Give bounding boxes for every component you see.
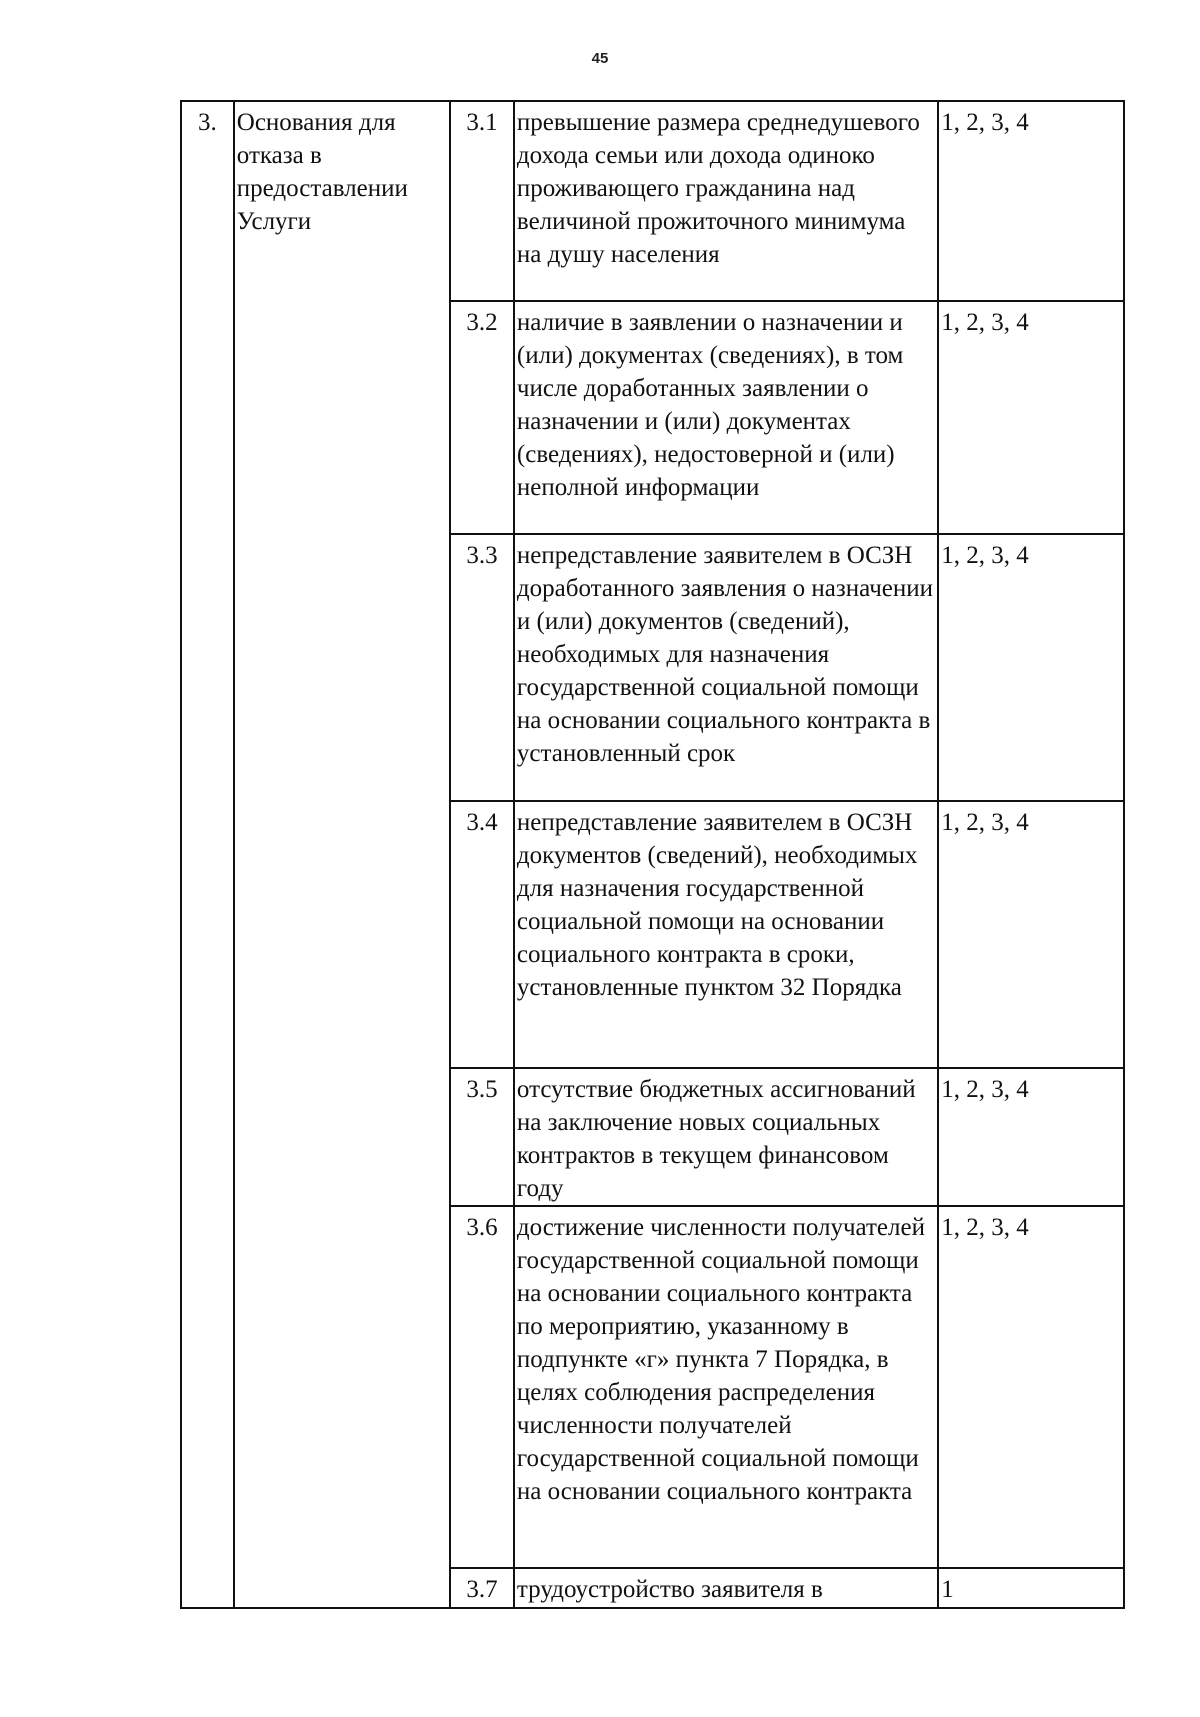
row-text: наличие в заявлении о назначении и (или) документах (сведениях), в том числе доработанных заявлении о назначении и (или) документах (сведениях), недостоверной и (или) неполной информации [516, 309, 904, 501]
row-text-cell [514, 301, 938, 534]
row-refs: 1, 2, 3, 4 [941, 809, 1029, 836]
row-number: 3.6 [466, 1214, 498, 1241]
row-text-cell [514, 101, 938, 301]
row-refs-cell [938, 534, 1124, 801]
section-title: Основания для отказа в предоставлении Услуги [236, 109, 408, 235]
row-text: отсутствие бюджетных ассигнований на заключение новых социальных контрактов в текущем финансовом году [516, 1076, 916, 1202]
row-refs: 1, 2, 3, 4 [941, 542, 1029, 569]
row-number: 3.4 [466, 809, 498, 836]
row-number-cell [450, 1206, 514, 1568]
row-number-cell [450, 801, 514, 1068]
section-title-cell [234, 101, 450, 1608]
row-refs: 1, 2, 3, 4 [941, 109, 1029, 136]
row-number-cell [450, 534, 514, 801]
row-refs: 1, 2, 3, 4 [941, 309, 1029, 336]
row-refs: 1, 2, 3, 4 [941, 1214, 1029, 1241]
row-refs-cell [938, 1068, 1124, 1206]
table-row [181, 101, 1124, 301]
row-refs-cell [938, 801, 1124, 1068]
row-number-cell [450, 101, 514, 301]
row-number-cell [450, 1568, 514, 1608]
row-number: 3.3 [466, 542, 498, 569]
row-text: непредставление заявителем в ОСЗН документов (сведений), необходимых для назначения государственной социальной помощи на основании социального контракта в сроки, установленные пунктом 32 Порядка [516, 809, 918, 1001]
grounds-table [180, 100, 1125, 1609]
section-number-cell [181, 101, 234, 1608]
row-text-cell [514, 801, 938, 1068]
row-text: достижение численности получателей государственной социальной помощи на основании социального контракта по мероприятию, указанному в подпункте «г» пункта 7 Порядка, в целях соблюдения распределения численности получателей государственной социальной помощи на основании социального контракта [516, 1214, 925, 1505]
row-refs-cell [938, 301, 1124, 534]
row-text: превышение размера среднедушевого дохода семьи или дохода одиноко проживающего гражданина над величиной прожиточного минимума на душу населения [516, 109, 920, 268]
row-number-cell [450, 1068, 514, 1206]
row-refs: 1 [941, 1576, 954, 1603]
row-text-cell [514, 534, 938, 801]
row-refs-cell [938, 1206, 1124, 1568]
row-number: 3.7 [466, 1576, 498, 1603]
row-text: непредставление заявителем в ОСЗН доработанного заявления о назначении и (или) документов (сведений), необходимых для назначения государственной социальной помощи на основании социального контракта в установленный срок [516, 542, 933, 767]
section-number: 3. [198, 109, 217, 136]
page-number: 45 [591, 50, 609, 67]
row-refs-cell [938, 101, 1124, 301]
row-text-cell [514, 1206, 938, 1568]
row-number: 3.1 [466, 109, 498, 136]
row-refs: 1, 2, 3, 4 [941, 1076, 1029, 1103]
row-number: 3.5 [466, 1076, 498, 1103]
row-number-cell [450, 301, 514, 534]
row-text: трудоустройство заявителя в [516, 1576, 823, 1603]
row-text-cell [514, 1568, 938, 1608]
row-text-cell [514, 1068, 938, 1206]
row-refs-cell [938, 1568, 1124, 1608]
row-number: 3.2 [466, 309, 498, 336]
